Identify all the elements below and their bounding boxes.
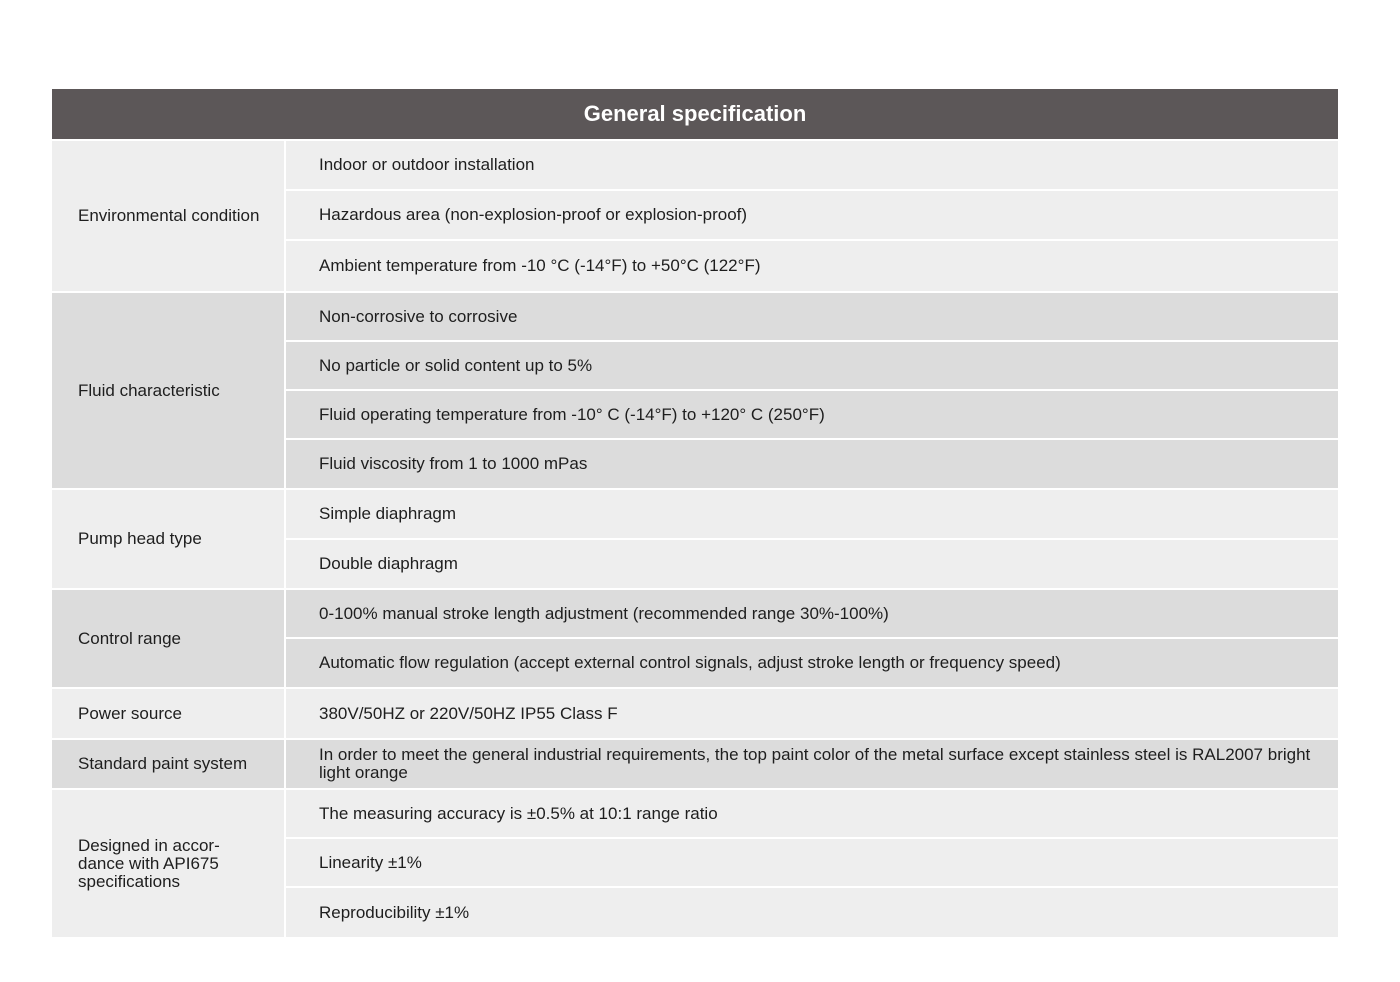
spec-item: Indoor or outdoor installation <box>286 141 1338 191</box>
spec-item: No particle or solid content up to 5% <box>286 342 1338 391</box>
group-items <box>286 141 1338 291</box>
spec-group-environmental <box>52 141 1338 293</box>
spec-group-power-source <box>52 689 1338 740</box>
spec-item: The measuring accuracy is ±0.5% at 10:1 range ratio <box>286 790 1338 839</box>
spec-item: Fluid operating temperature from -10° C (-14°F) to +120° C (250°F) <box>286 391 1338 440</box>
spec-item: 380V/50HZ or 220V/50HZ IP55 Class F <box>319 703 618 723</box>
spec-group-pump-head <box>52 490 1338 590</box>
spec-item: Ambient temperature from -10 °C (-14°F) to +50°C (122°F) <box>319 256 761 275</box>
spec-item: Fluid viscosity from 1 to 1000 mPas <box>319 454 588 473</box>
group-label: Standard paint system <box>52 740 286 788</box>
table-title <box>52 89 1338 141</box>
spec-item: Double diaphragm <box>319 554 458 573</box>
spec-item: Simple diaphragm <box>286 490 1338 540</box>
spec-item: Linearity ±1% <box>286 839 1338 888</box>
group-items <box>286 740 1338 788</box>
spec-item: Reproducibility ±1% <box>319 902 470 922</box>
spec-item: In order to meet the general industrial requirements, the top paint color of the metal surface except stainless steel is RAL2007 bright light orange <box>319 745 1311 782</box>
group-items <box>286 490 1338 588</box>
group-items <box>286 689 1338 738</box>
group-label: Pump head type <box>52 490 286 588</box>
spec-group-paint-system <box>52 740 1338 790</box>
group-label: Power source <box>52 689 286 738</box>
spec-item: Hazardous area (non-explosion-proof or explosion-proof) <box>286 191 1338 241</box>
group-label: Environmental condition <box>52 141 286 291</box>
spec-table <box>52 89 1338 937</box>
group-items <box>286 790 1338 937</box>
group-label: Designed in accor- dance with API675 specifications <box>52 790 286 937</box>
spec-group-api675 <box>52 790 1338 937</box>
spec-group-fluid <box>52 293 1338 490</box>
spec-item: 0-100% manual stroke length adjustment (recommended range 30%-100%) <box>286 590 1338 639</box>
group-label: Fluid characteristic <box>52 293 286 488</box>
spec-group-control-range <box>52 590 1338 689</box>
group-items <box>286 590 1338 687</box>
spec-item: Non-corrosive to corrosive <box>286 293 1338 342</box>
spec-item: Automatic flow regulation (accept external control signals, adjust stroke length or frequency speed) <box>319 653 1061 672</box>
group-label: Control range <box>52 590 286 687</box>
table-title-text: General specification <box>583 101 807 126</box>
group-items <box>286 293 1338 488</box>
